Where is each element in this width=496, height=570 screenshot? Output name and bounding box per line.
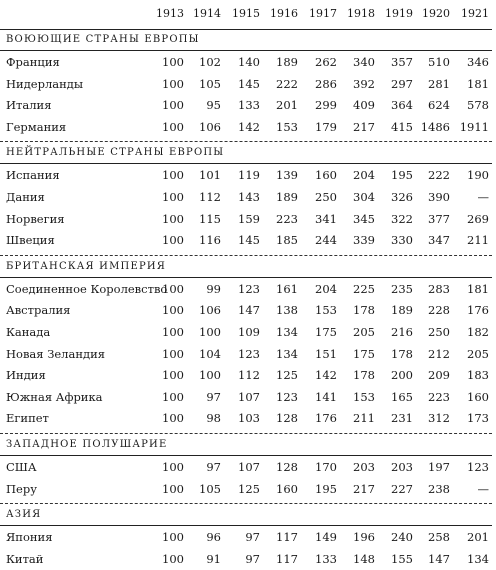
index-value: 173 [467,411,489,426]
index-value: 340 [353,55,375,69]
index-value: 91 [206,551,221,566]
country-name: Соединенное Королевство [6,281,168,296]
index-value: 100 [162,346,184,361]
index-value: 133 [238,98,260,113]
index-value: 326 [391,190,413,204]
index-value: 269 [467,211,489,226]
index-value: 179 [315,119,337,134]
index-value: 201 [467,530,489,545]
index-value: 97 [206,460,221,474]
index-value: 155 [391,551,413,566]
index-value: 286 [315,76,337,91]
index-value: 297 [391,76,413,91]
table-row [0,323,496,343]
country-name: Новая Зеландия [6,346,105,361]
index-value: 147 [238,303,260,318]
index-value: 140 [238,55,260,69]
index-value: 151 [315,346,337,361]
index-value: 100 [199,368,221,383]
index-value: 160 [315,168,337,183]
index-value: 217 [353,481,375,496]
index-value: 123 [467,460,489,474]
section-rule [0,50,492,51]
index-value: 100 [162,481,184,496]
header-rule [0,29,492,30]
index-value: 116 [199,233,221,248]
table-row [0,118,496,138]
table-row [0,96,496,116]
index-value: 183 [467,368,489,383]
index-value: 123 [238,346,260,361]
index-value: 189 [276,190,298,204]
index-value: 240 [391,530,413,545]
index-value: 283 [428,281,450,296]
index-value: 212 [428,346,450,361]
index-value: 100 [162,368,184,383]
table-row [0,550,496,570]
index-value: 244 [315,233,337,248]
index-value: 178 [391,346,413,361]
section-divider [0,141,492,142]
index-value: 141 [315,389,337,404]
index-value: 97 [206,389,221,404]
year-header: 1921 [461,7,489,20]
country-name: Китай [6,551,44,566]
section-rule [0,455,492,456]
year-header: 1917 [309,7,337,20]
table-row [0,280,496,300]
year-header: 1920 [422,7,450,20]
index-value: 222 [428,168,450,183]
index-value: 262 [315,55,337,69]
table-row [0,528,496,548]
index-value: 185 [276,233,298,248]
index-value: 203 [353,460,375,474]
index-value: 103 [238,411,260,426]
index-value: 96 [206,530,221,545]
index-value: 100 [162,98,184,113]
index-value: 133 [315,551,337,566]
index-value: 170 [315,460,337,474]
index-value: 100 [162,233,184,248]
index-value: 223 [428,389,450,404]
index-value: 176 [315,411,337,426]
index-value: 115 [199,211,221,226]
year-header: 1916 [270,7,298,20]
index-value: 160 [467,389,489,404]
country-name: Перу [6,481,37,496]
country-name: Южная Африка [6,389,103,404]
section-header [0,438,496,454]
index-value: 204 [315,281,337,296]
index-value: 99 [206,281,221,296]
index-value: 138 [276,303,298,318]
index-value: 197 [428,460,450,474]
table-row [0,53,496,73]
index-value: 195 [391,168,413,183]
index-value: 100 [162,411,184,426]
country-name: Дания [6,190,45,204]
index-value: 98 [206,411,221,426]
country-name: Канада [6,325,51,339]
index-value: 339 [353,233,375,248]
index-value: 175 [353,346,375,361]
index-value: 112 [199,190,221,204]
index-value: 125 [238,481,260,496]
index-value: 235 [391,281,413,296]
index-value: 195 [315,481,337,496]
index-value: 182 [467,325,489,339]
index-value: 357 [391,55,413,69]
index-value: 211 [467,233,489,248]
index-value: 250 [315,190,337,204]
index-value: 204 [353,168,375,183]
index-value: 390 [428,190,450,204]
index-value: 117 [276,530,298,545]
index-value: 112 [238,368,260,383]
index-value: 341 [315,211,337,226]
section-divider [0,503,492,504]
index-value: 105 [199,481,221,496]
section-header [0,33,496,49]
index-value: 181 [467,281,489,296]
index-value: 139 [276,168,298,183]
table-row [0,301,496,321]
index-value: 100 [162,325,184,339]
index-value: 142 [238,119,260,134]
index-value: 105 [199,76,221,91]
country-name: Египет [6,411,49,426]
index-value: 181 [467,76,489,91]
index-value: 125 [276,368,298,383]
country-name: Индия [6,368,46,383]
index-value: 1486 [420,119,450,134]
index-value: 228 [428,303,450,318]
index-value: 119 [238,168,260,183]
index-value: 1911 [459,119,489,134]
section-title: АЗИЯ [6,509,42,521]
index-value: 148 [353,551,375,566]
index-value: 178 [353,303,375,318]
index-value: 100 [162,55,184,69]
country-name: Франция [6,55,60,69]
index-value: 347 [428,233,450,248]
year-header: 1913 [156,7,184,20]
index-value: 200 [391,368,413,383]
index-value: 153 [315,303,337,318]
index-value: 145 [238,233,260,248]
index-value: 409 [353,98,375,113]
index-value: — [477,190,489,204]
index-value: 205 [353,325,375,339]
index-value: 145 [238,76,260,91]
table-row [0,345,496,365]
index-value: 175 [315,325,337,339]
table-row [0,166,496,186]
index-value: 312 [428,411,450,426]
section-title: НЕЙТРАЛЬНЫЕ СТРАНЫ ЕВРОПЫ [6,147,225,159]
index-value: 153 [353,389,375,404]
section-header [0,260,496,276]
index-value: 217 [353,119,375,134]
index-value: 100 [162,551,184,566]
section-header [0,508,496,524]
year-header: 1915 [232,7,260,20]
index-value: 222 [276,76,298,91]
index-value: 165 [391,389,413,404]
index-value: 364 [391,98,413,113]
index-value: 117 [276,551,298,566]
index-value: 153 [276,119,298,134]
index-value: 159 [238,211,260,226]
index-value: 205 [467,346,489,361]
index-value: 100 [162,460,184,474]
table-row [0,231,496,251]
country-name: Германия [6,119,67,134]
index-value: 624 [428,98,450,113]
index-value: 134 [276,346,298,361]
index-value: 143 [238,190,260,204]
index-value: 104 [199,346,221,361]
country-name: Италия [6,98,52,113]
section-divider [0,433,492,434]
table-row [0,480,496,500]
country-name: Швеция [6,233,55,248]
index-value: 196 [353,530,375,545]
index-value: 258 [428,530,450,545]
year-header: 1919 [385,7,413,20]
section-rule [0,525,492,526]
index-value: 123 [276,389,298,404]
index-value: 160 [276,481,298,496]
index-value: 250 [428,325,450,339]
index-value: 578 [467,98,489,113]
section-title: БРИТАНСКАЯ ИМПЕРИЯ [6,260,167,272]
section-title: ЗАПАДНОЕ ПОЛУШАРИЕ [6,439,168,450]
table-row [0,366,496,386]
index-value: 225 [353,281,375,296]
index-value: 106 [199,119,221,134]
index-value: 107 [238,460,260,474]
index-value: 299 [315,98,337,113]
country-name: Норвегия [6,211,65,226]
index-value: 107 [238,389,260,404]
index-value: 216 [391,325,413,339]
table-row [0,188,496,208]
index-value: 161 [276,281,298,296]
index-value: 510 [428,55,450,69]
table-row [0,458,496,478]
index-value: 102 [199,55,221,69]
index-value: 281 [428,76,450,91]
section-header [0,146,496,162]
index-value: 203 [391,460,413,474]
country-name: США [6,460,37,474]
index-value: 100 [162,168,184,183]
section-rule [0,277,492,278]
section-title: ВОЮЮЩИЕ СТРАНЫ ЕВРОПЫ [6,34,200,45]
index-value: 147 [428,551,450,566]
table-row [0,75,496,95]
index-value: 100 [162,530,184,545]
index-value: 100 [162,281,184,296]
index-value: 134 [276,325,298,339]
index-value: 100 [162,303,184,318]
index-value: 377 [428,211,450,226]
index-value: 189 [391,303,413,318]
index-value: 95 [206,98,221,113]
index-value: 123 [238,281,260,296]
index-value: 100 [162,389,184,404]
index-value: — [477,481,489,496]
index-value: 100 [162,76,184,91]
index-value: 100 [162,211,184,226]
index-value: 231 [391,411,413,426]
index-value: 223 [276,211,298,226]
index-value: 346 [467,55,489,69]
country-name: Испания [6,168,60,183]
table-row [0,210,496,230]
index-value: 211 [353,411,375,426]
index-value: 100 [162,119,184,134]
index-value: 97 [245,551,260,566]
index-value: 189 [276,55,298,69]
index-value: 227 [391,481,413,496]
country-name: Австралия [6,303,71,318]
index-value: 149 [315,530,337,545]
country-name: Япония [6,530,53,545]
index-value: 128 [276,411,298,426]
index-value: 142 [315,368,337,383]
year-header: 1918 [347,7,375,20]
index-value: 209 [428,368,450,383]
year-header: 1914 [193,7,221,20]
index-value: 109 [238,325,260,339]
index-value: 345 [353,211,375,226]
index-value: 106 [199,303,221,318]
index-value: 304 [353,190,375,204]
section-rule [0,163,492,164]
index-value: 201 [276,98,298,113]
index-value: 330 [391,233,413,248]
index-value: 392 [353,76,375,91]
index-value: 100 [162,190,184,204]
index-value: 101 [199,168,221,183]
index-value: 134 [467,551,489,566]
table-row [0,388,496,408]
index-value: 97 [245,530,260,545]
index-value: 190 [467,168,489,183]
country-name: Нидерланды [6,76,84,91]
section-divider [0,255,492,256]
index-value: 322 [391,211,413,226]
year-header-row [0,5,496,25]
table-row [0,409,496,429]
index-value: 128 [276,460,298,474]
index-value: 176 [467,303,489,318]
index-value: 100 [199,325,221,339]
index-value: 238 [428,481,450,496]
index-value: 415 [391,119,413,134]
index-value: 178 [353,368,375,383]
